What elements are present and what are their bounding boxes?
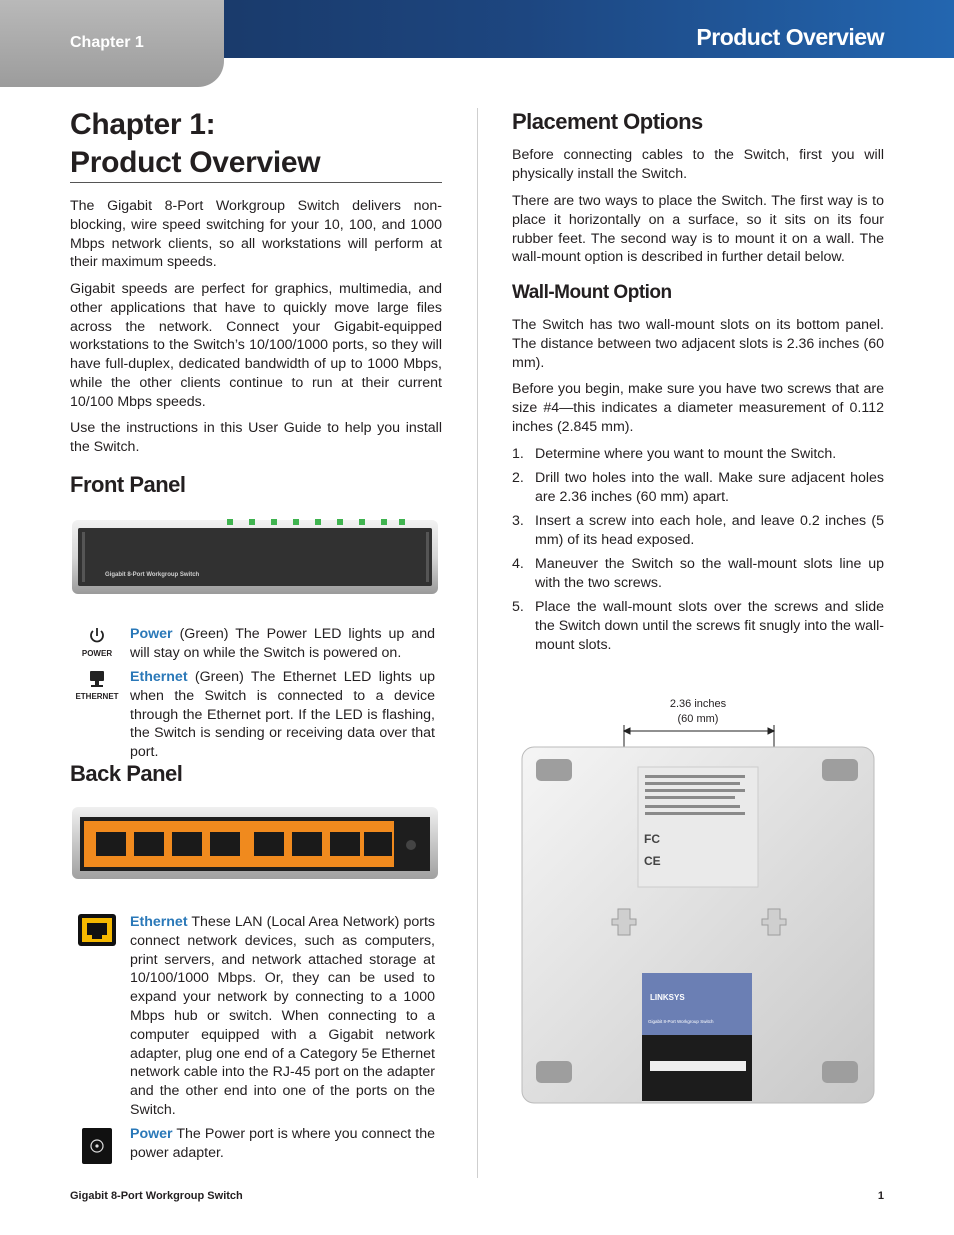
list-item	[512, 555, 884, 593]
step-text: Insert a screw into each hole, and leave 0.2 inches (5 mm) of its head exposed.	[535, 513, 884, 548]
ethernet-port-icon	[78, 914, 116, 946]
ethernet-port-description	[130, 913, 435, 1120]
step-text: Drill two holes into the wall. Make sure adjacent holes are 2.36 inches (60 mm) apart.	[535, 470, 884, 505]
ethernet-led-text: (Green) The Ethernet LED lights up when the Switch is connected to a device through the Ethernet port. If the LED is flashing, the Switch is sending or receiving data over that port.	[130, 669, 435, 761]
wall-mount-heading: Wall-Mount Option	[512, 282, 672, 303]
chapter-label: Chapter 1	[70, 34, 144, 51]
front-panel-device-label: Gigabit 8-Port Workgroup Switch	[105, 572, 200, 578]
linksys-logo: LINKSYS	[650, 993, 685, 1002]
ethernet-port-term: Ethernet	[130, 914, 188, 930]
power-led-text: (Green) The Power LED lights up and will stay on while the Switch is powered on.	[130, 626, 435, 661]
section-title: Product Overview	[696, 24, 884, 50]
placement-paragraph-2: There are two ways to place the Switch. The first way is to place it horizontally on a surface, so it sits on its four rubber feet. The second way is to mount it on a wall. The wall-mount option is described in further detail below.	[512, 193, 884, 266]
power-port-description	[130, 1125, 435, 1163]
placement-heading: Placement Options	[512, 109, 703, 134]
ethernet-icon	[89, 670, 105, 688]
ethernet-led-description	[130, 668, 435, 762]
list-item	[512, 598, 884, 654]
power-port-term: Power	[130, 1126, 173, 1142]
list-item	[512, 445, 884, 464]
column-divider	[477, 108, 478, 1178]
front-panel-heading: Front Panel	[70, 472, 186, 497]
back-panel-heading: Back Panel	[70, 761, 183, 786]
product-label-model: Gigabit 8-Port Workgroup Switch	[648, 1019, 714, 1024]
step-text: Determine where you want to mount the Switch.	[535, 446, 837, 462]
svg-text:CE: CE	[644, 854, 661, 868]
title-rule	[70, 182, 442, 183]
power-icon-label: POWER	[81, 649, 113, 658]
dimension-mm: (60 mm)	[677, 713, 719, 725]
power-jack	[406, 840, 416, 850]
step-number: 5.	[512, 599, 524, 615]
wall-mount-paragraph-2: Before you begin, make sure you have two screws that are size #4—this indicates a diameter measurement of 0.112 inches (2.845 mm).	[512, 381, 884, 435]
dimension-label	[648, 697, 748, 727]
step-number: 4.	[512, 556, 524, 572]
front-panel-image	[70, 512, 440, 596]
placement-paragraph-1: Before connecting cables to the Switch, first you will physically install the Switch.	[512, 147, 884, 182]
step-number: 1.	[512, 446, 524, 462]
step-number: 3.	[512, 513, 524, 529]
power-icon	[88, 627, 106, 645]
step-text: Maneuver the Switch so the wall-mount slots line up with the two screws.	[535, 556, 884, 591]
power-led-description	[130, 625, 435, 663]
step-text: Place the wall-mount slots over the screws and slide the Switch down until the screws fit snugly into the wall-mount slots.	[535, 599, 884, 653]
back-panel-image	[70, 805, 440, 883]
page-title-line1: Chapter 1:	[70, 108, 216, 141]
ethernet-port-text: These LAN (Local Area Network) ports connect network devices, such as computers, print servers, and network attached storage at 10/100/1000 Mbps. Or, they can be used to expand your network by connecting to a 1000 Mbps hub or switch. When connecting to a computer equipped with a Gigabit network adapter, plug one end of a Category 5e Ethernet network cable into the RJ-45 port on the adapter and the other end into one of the ports on the Switch.	[130, 914, 435, 1118]
footer-page-number: 1	[877, 1190, 884, 1202]
footer-product: Gigabit 8-Port Workgroup Switch	[70, 1190, 243, 1202]
intro-paragraph-3: Use the instructions in this User Guide to help you install the Switch.	[70, 420, 442, 455]
list-item	[512, 469, 884, 507]
step-number: 2.	[512, 470, 524, 486]
ethernet-icon-label: ETHERNET	[75, 692, 119, 701]
intro-paragraph-1: The Gigabit 8-Port Workgroup Switch delivers non-blocking, wire speed switching for your 10, 100, and 1000 Mbps network clients, so all workstations will perform at their maximum speeds.	[70, 198, 442, 271]
page-title-line2: Product Overview	[70, 146, 321, 179]
ethernet-led-term: Ethernet	[130, 669, 188, 685]
power-port-text: The Power port is where you connect the power adapter.	[130, 1126, 435, 1161]
list-item	[512, 512, 884, 550]
page-title	[70, 106, 320, 182]
dimension-inches: 2.36 inches	[669, 698, 727, 710]
power-led-term: Power	[130, 626, 173, 642]
wall-mount-paragraph-1: The Switch has two wall-mount slots on its bottom panel. The distance between two adjacent slots is 2.36 inches (60 mm).	[512, 317, 884, 371]
svg-text:FC: FC	[644, 832, 660, 846]
bottom-panel-image	[520, 725, 878, 1105]
power-port-icon	[82, 1128, 112, 1164]
intro-paragraph-2: Gigabit speeds are perfect for graphics, multimedia, and other applications that have to quickly move large files across the network. Connect your Gigabit-equipped workstations to the Switch’s 10/100/1000 ports, so they will have full-duplex, dedicated bandwidth of up to 1000 Mbps, while the other clients continue to run at their current 10/100 Mbps speeds.	[70, 281, 442, 410]
